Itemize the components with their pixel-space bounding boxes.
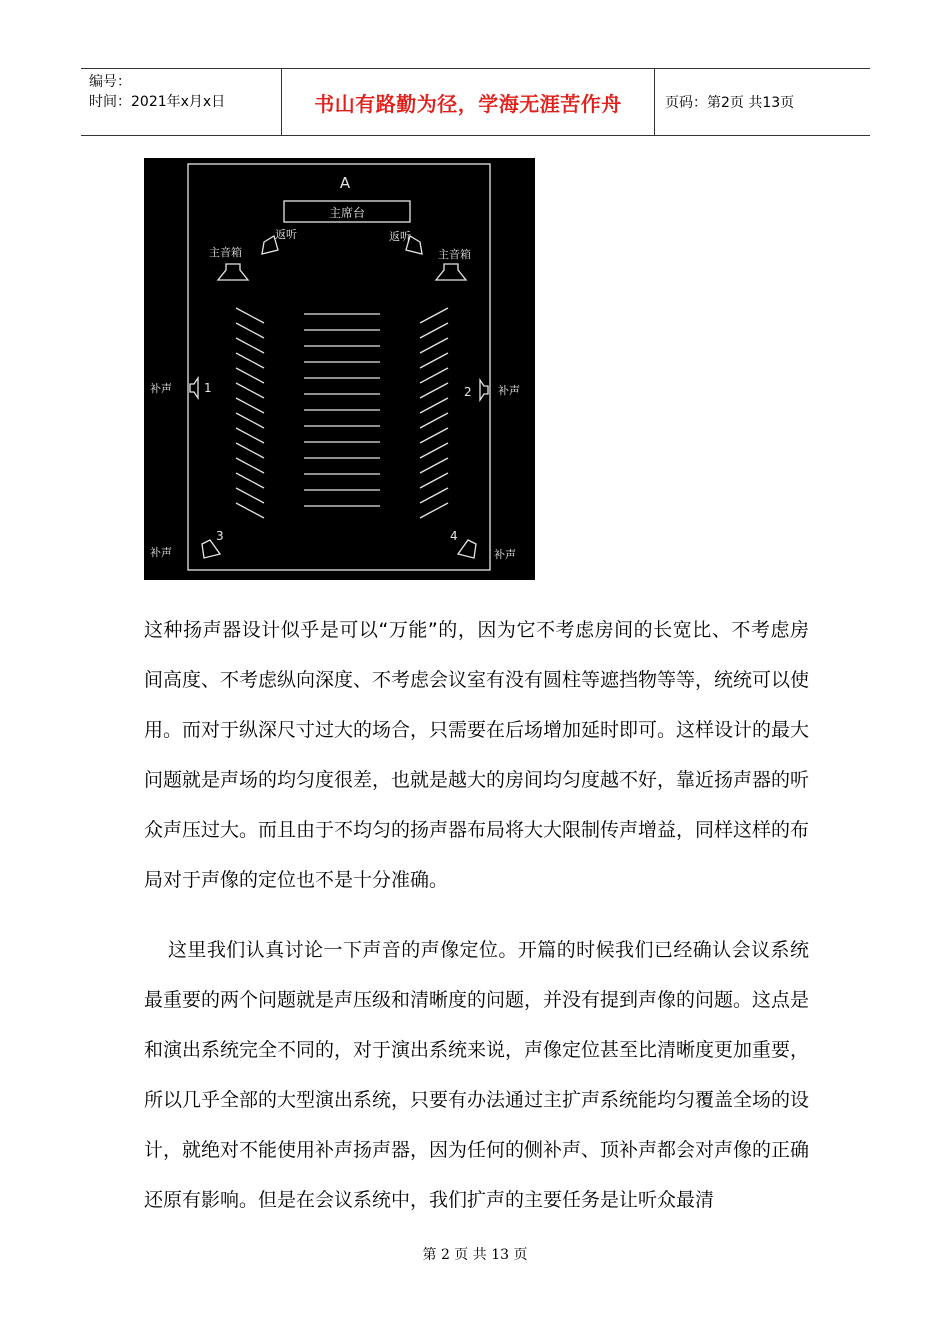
main-speaker-label-left: 主音箱 <box>209 246 242 259</box>
page-header <box>81 68 870 136</box>
fill-label-right: 补声 <box>498 384 520 397</box>
header-motto-cell <box>282 69 655 135</box>
fill-num-2: 2 <box>464 385 472 399</box>
header-meta <box>81 69 282 135</box>
fill-num-1: 1 <box>204 381 212 395</box>
fill-speaker-1-icon <box>190 378 198 398</box>
serial-label: 编号： <box>89 74 131 90</box>
monitor-label-left: 返听 <box>275 228 297 241</box>
seating-rows-center <box>304 314 380 506</box>
main-speaker-right-icon <box>436 264 466 280</box>
header-page-info: 页码：第2页 共13页 <box>665 95 795 111</box>
speaker-layout-diagram <box>144 158 535 580</box>
fill-num-3: 3 <box>216 529 224 543</box>
seating-rows-right <box>420 308 448 518</box>
seating-rows-left <box>236 308 264 518</box>
fill-speaker-4-icon <box>458 540 476 558</box>
monitor-label-right: 返听 <box>389 230 411 243</box>
fill-speaker-2-icon <box>480 380 488 400</box>
main-speaker-label-right: 主音箱 <box>438 248 471 261</box>
body-paragraph-1: 这种扬声器设计似乎是可以“万能”的，因为它不考虑房间的长宽比、不考虑房间高度、不考虑纵向深度、不考虑会议室有没有圆柱等遮挡物等等，统统可以使用。而对于纵深尺寸过大的场合，只需要在后场增加延时即可。这样设计的最大问题就是声场的均匀度很差，也就是越大的房间均匀度越不好，靠近扬声器的听众声压过大。而且由于不均匀的扬声器布局将大大限制传声增益，同样这样的布局对于声像的定位也不是十分准确。 <box>144 619 810 891</box>
time-label: 时间：2021年x月x日 <box>89 94 226 110</box>
stage-label: 主席台 <box>328 206 366 220</box>
motto: 书山有路勤为径，学海无涯苦作舟 <box>314 91 622 116</box>
room-outline <box>188 164 490 570</box>
body-paragraph-2: 这里我们认真讨论一下声音的声像定位。开篇的时候我们已经确认会议系统最重要的两个问题就是声压级和清晰度的问题，并没有提到声像的问题。这点是和演出系统完全不同的，对于演出系统来说，声像定位甚至比清晰度更加重要，所以几乎全部的大型演出系统，只要有办法通过主扩声系统能均匀覆盖全场的设计，就绝对不能使用补声扬声器，因为任何的侧补声、顶补声都会对声像的正确还原有影响。但是在会议系统中，我们扩声的主要任务是让听众最清 <box>144 939 810 1211</box>
stage-letter: A <box>339 174 351 192</box>
fill-label-bottom-right: 补声 <box>494 548 516 561</box>
page-footer: 第 2 页 共 13 页 <box>422 1247 528 1263</box>
fill-label-left: 补声 <box>150 382 172 395</box>
fill-label-bottom-left: 补声 <box>150 546 172 559</box>
fill-num-4: 4 <box>450 529 458 543</box>
main-speaker-left-icon <box>218 264 248 280</box>
